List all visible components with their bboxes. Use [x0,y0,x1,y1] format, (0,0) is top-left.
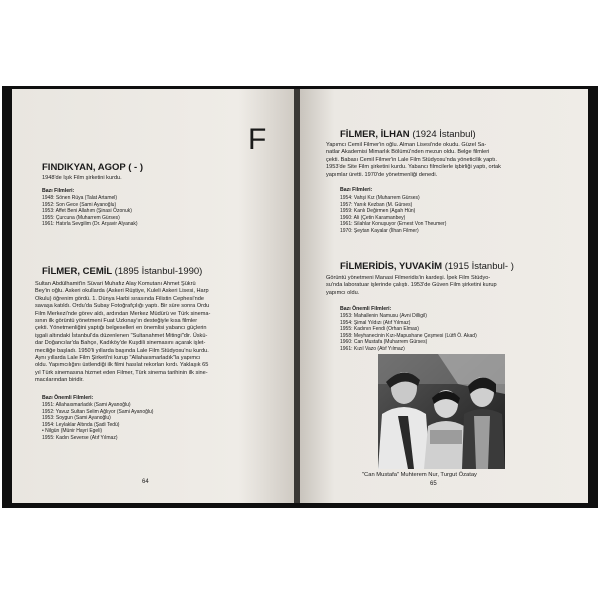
body-line: dar Doğancılar'da Bahçe, Kadıköy'de Kuşdili sinemasını açarak işlet- [35,340,206,347]
body-line: Bey'in oğlu. Askeri okullarda (Askeri Rüştiye, Kuleli Askeri Lisesi, Harp [35,288,209,295]
film-item: 1960: Ali (Çetin Karamanbey) [340,214,406,221]
film-item: 1951: Allahaısmarladık (Sami Ayanoğlu) [42,402,131,408]
body-line: natlar Akademisi Mimarlık Bölümü'nden mezun oldu. Belge filmleri [326,149,490,156]
body-line: Film Merkezi'nde görev aldı, ardından Merkez Müdürü ve Türk sinema- [35,310,211,317]
entry-body-filmer-cemil [35,281,210,385]
body-line: meciliğe başladı. 1950'li yıllarda başında Lale Film Stüdyosu'nu kurdu. [35,347,209,354]
film-item: 1959: Kanlı Değirmen (Agah Hün) [340,208,416,215]
film-still-photo [378,354,505,469]
film-item: 1953: Mahallenin Namusu (Avni Dilligil) [340,313,427,319]
photo-caption: "Can Mustafa" Muhterem Nur, Turgut Özatay [362,472,477,478]
film-item: 1958: Meyhanecinin Kızı-Mapushane Çeşmesi (Lütfi Ö. Akad) [340,332,477,339]
section-letter: F [248,123,267,156]
body-line: yapımlar üretti. 1970'de yönetmenliği denedi. [326,171,438,178]
body-line: 1953'de Site Film şirketini kurdu. Yabancı filmcilerle işbirliği yaptı, ortak [326,164,501,171]
entry-heading-findikyan: FINDIKYAN, AGOP ( - ) [42,162,143,173]
page-number: 65 [430,481,437,487]
film-item: 1953: Soygun (Sami Ayanoğlu) [42,415,111,422]
film-item: • Nilgün (Münir Hayri Egeli) [42,428,103,435]
film-item: 1961: Hatırla Sevgilim (Dr. Arşavir Alyanak) [42,221,138,228]
film-item: 1955: Kadının Fendi (Orhan Elmas) [340,326,419,333]
film-list [42,402,153,442]
entry-heading-filmer-ilhan [340,129,476,140]
entry-years: (1895 İstanbul-1990) [114,266,203,277]
entry-name: FİLMER, İLHAN [340,129,410,140]
body-line: Yapımcı Cemil Filmer'in oğlu. Alman Lisesi'nde okudu. Güzel Sa- [326,142,487,148]
body-line: sının ilk görüntü yönetmeni Fuat Uzkınay'ın desteğiyle kısa filmler [35,318,198,325]
body-line: yapımcı oldu. [326,289,360,296]
entry-body-filmeridis [326,275,497,297]
entry-heading-filmer-cemil [42,266,202,277]
film-still-image [378,354,505,469]
film-item: 1960: Can Mustafa (Muharrem Gürses) [340,339,428,346]
entry-heading-filmeridis [340,261,514,272]
body-line: Aynı yıllarda Lale Film Şirketi'ni kurup "Allahaısmarladık"la yapımcı [35,355,201,362]
film-item: 1952: Yavuz Sultan Selim Ağlıyor (Sami Ayanoğlu) [42,408,154,415]
films-heading: Bazı Önemli Filmleri: [340,306,392,312]
page-number: 64 [142,479,149,485]
film-item: 1953: Affet Beni Allahım (Şinasi Özonuk) [42,208,132,215]
film-item: 1961: Silahlar Konuşuyor (Ernest Von Theumer) [340,221,447,228]
body-line: macılarından biridir. [35,377,84,384]
entry-years: (1915 İstanbul- ) [444,261,514,272]
left-page [12,89,295,503]
film-item: 1948: Sönen Rüya (Talat Artamel) [42,195,118,201]
entry-body-filmer-ilhan [326,142,501,179]
film-item: 1970: Şeytan Kayalar (İlhan Filmer) [340,227,419,234]
entry-name: FİLMERİDİS, YUVAKİM [340,261,443,272]
entry-desc-findikyan: 1948'de Işık Film şirketini kurdu. [42,175,122,181]
film-list [42,195,138,228]
body-line: oldu. Yapımcılığını üstlendiği ilk filmi hasılat rekorları kırdı. Yaklaşık 65 [35,362,209,369]
body-line: işgali altındaki İstanbul'da düzenlenen "Sultanahmet Mitingi"dir. Üskü- [35,332,208,339]
film-item: 1954: Leylaklar Altında (Şadi Tedü) [42,421,120,428]
body-line: su'nda laboratuar işlerinde çalıştı. 1953'de Güven Film şirketini kurup [326,282,497,289]
entry-years: (1924 İstanbul) [412,129,476,140]
body-line: çekti. Yönetmenliğini yaptığı belgeselleri en önemlisi yabancı güçlerin [35,325,207,332]
film-item: 1955: Kadın Severse (Atıf Yılmaz) [42,434,118,441]
body-line: yıl Türk sinemasına hizmet eden Filmer, Türk sinema tarihinin ilk sine- [35,369,208,376]
film-item: 1961: Kızıl Vazo (Atıf Yılmaz) [340,345,405,352]
body-line: savaşa katıldı. Ordu'da Subay Fotoğrafçılığı yaptı. Bir süre sonra Ordu [35,303,210,310]
film-list [340,195,446,235]
film-item: 1957: Yanık Kezban (M. Gürses) [340,201,413,208]
book-spread [2,86,598,508]
body-line: Sultan Abdülhamit'in Süvari Muhafız Alay Komutanı Ahmet Şükrü [35,281,196,287]
films-heading: Bazı Filmleri: [340,187,373,193]
films-heading: Bazı Filmleri: [42,188,75,194]
body-line: çekti. Babası Cemil Filmer'in Lale Film Stüdyosu'nda yöneticilik yaptı. [326,156,497,163]
film-item: 1952: Son Gece (Sami Ayanoğlu) [42,201,117,208]
film-item: 1955: Çurcuna (Muharrem Gürses) [42,214,120,221]
film-item: 1954: Vahşi Kız (Muharrem Gürses) [340,195,420,201]
right-page [300,89,588,503]
film-item: 1954: Şimal Yıldızı (Atıf Yılmaz) [340,319,411,326]
body-line: Görüntü yönetmeni Manasi Filmeridis'in kardeşi. İpek Film Stüdyo- [326,275,491,281]
film-list [340,313,477,353]
entry-name: FİLMER, CEMİL [42,266,113,277]
body-line: Okulu) öğrenim gördü. 1. Dünya Harbi sırasında Filistin Cephesi'nde [35,295,204,302]
films-heading: Bazı Önemli Filmleri: [42,395,94,401]
